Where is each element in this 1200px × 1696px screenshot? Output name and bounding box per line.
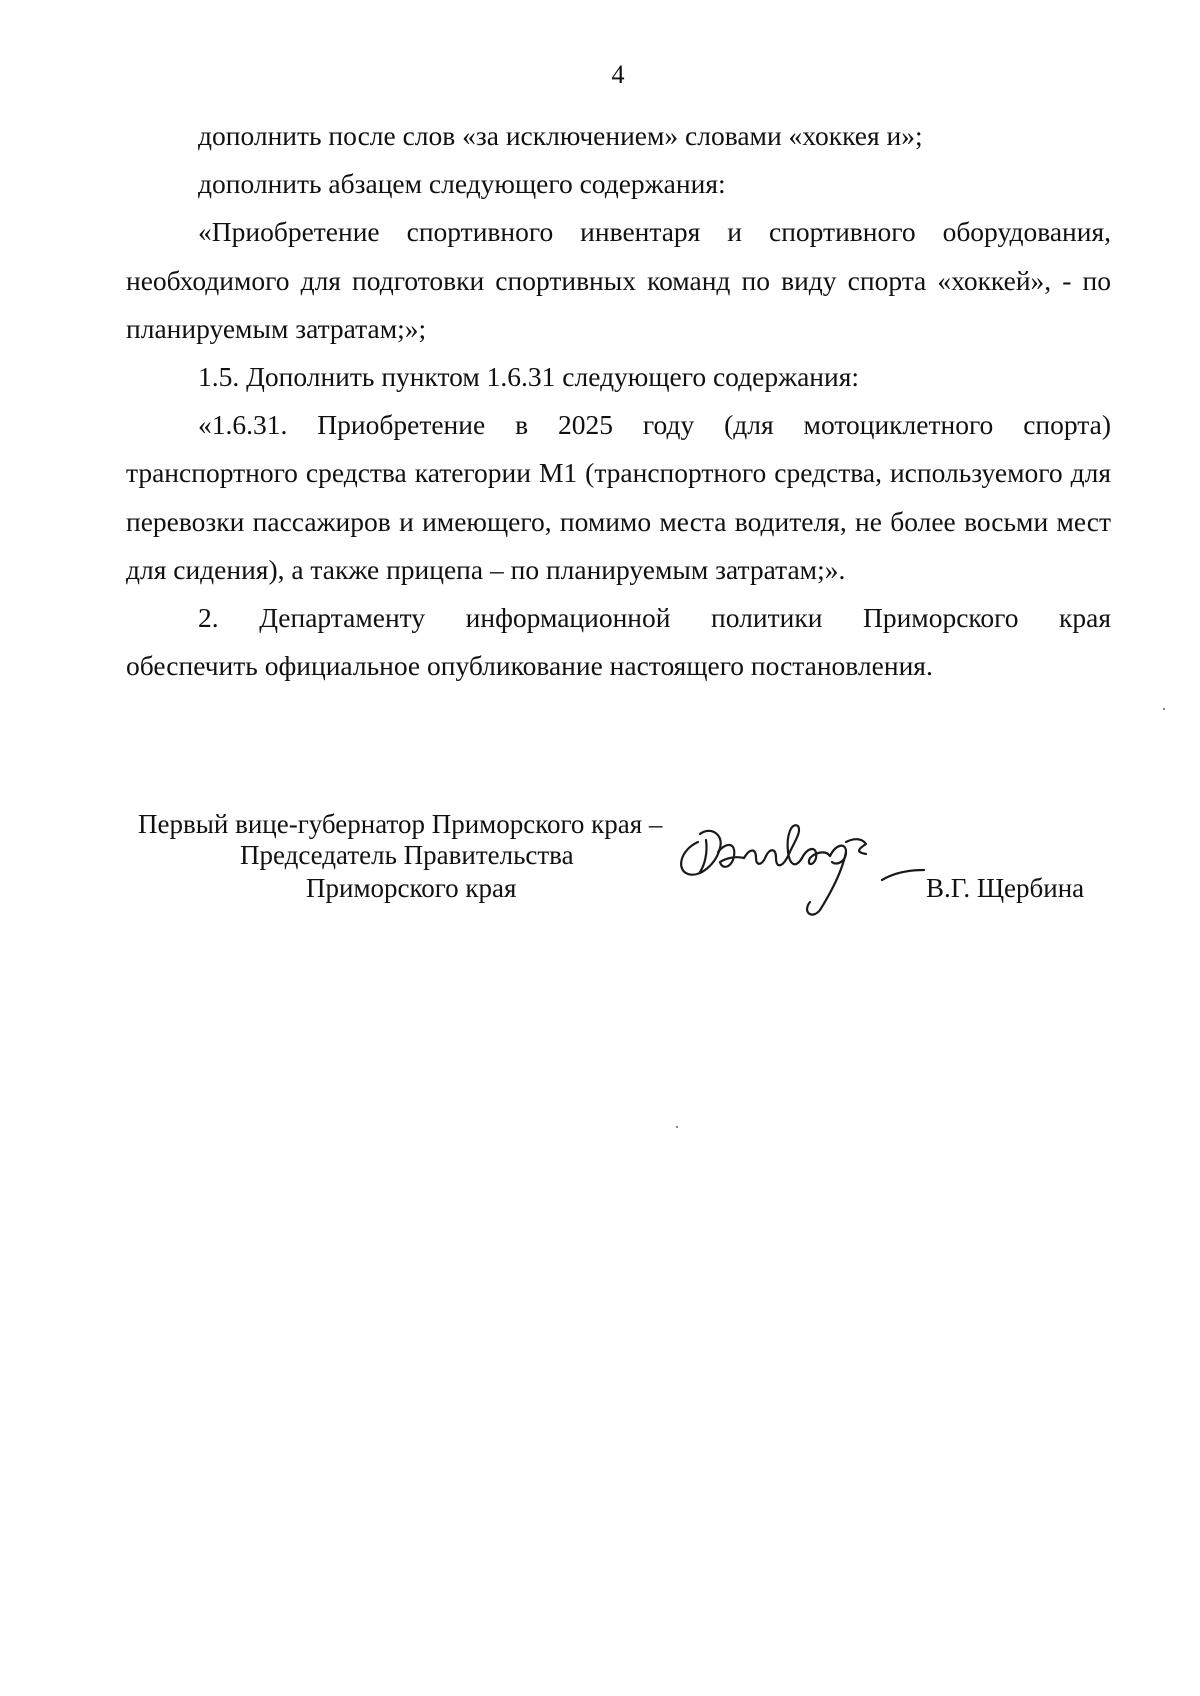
scan-speck bbox=[1163, 708, 1165, 710]
scan-speck bbox=[676, 1126, 678, 1128]
signatory-title-line1: Первый вице-губернатор Приморского края – bbox=[138, 809, 663, 839]
paragraph-amend-words: дополнить после слов «за исключением» словами «хоккея и»; bbox=[198, 120, 923, 151]
signatory-title-line2: Председатель Правительства bbox=[240, 840, 574, 870]
paragraph-add-clause: дополнить абзацем следующего содержания: bbox=[198, 168, 726, 200]
page-number: 4 bbox=[611, 60, 625, 89]
paragraph-item-1-6-31: «1.6.31. Приобретение в 2025 году (для мотоциклетного спорта) транспортного средства категории М1 (транспортного средства, используемого для перевозки пассажиров и имеющего, помимо места водителя, не более восьми мест для сидения), а также прицепа – по планируемым затратам;». bbox=[126, 409, 1111, 585]
paragraph-item-2 bbox=[126, 594, 1111, 690]
signatory-title-line3: Приморского края bbox=[306, 873, 517, 903]
paragraph-item-1-5: 1.5. Дополнить пунктом 1.6.31 следующего содержания: bbox=[198, 361, 859, 393]
document-body bbox=[126, 112, 1111, 690]
paragraph-item-2-line2: обеспечить официальное опубликование настоящего постановления. bbox=[126, 650, 933, 682]
paragraph-item-2-line1: 2. Департаменту информационной политики Приморского края bbox=[198, 602, 1111, 634]
handwritten-signature bbox=[670, 812, 940, 922]
signer-name: В.Г. Щербина bbox=[926, 873, 1085, 903]
paragraph-hockey-equipment: «Приобретение спортивного инвентаря и спортивного оборудования, необходимого для подготовки спортивных команд по виду спорта «хоккей», - по планируемым затратам;»; bbox=[126, 216, 1111, 344]
